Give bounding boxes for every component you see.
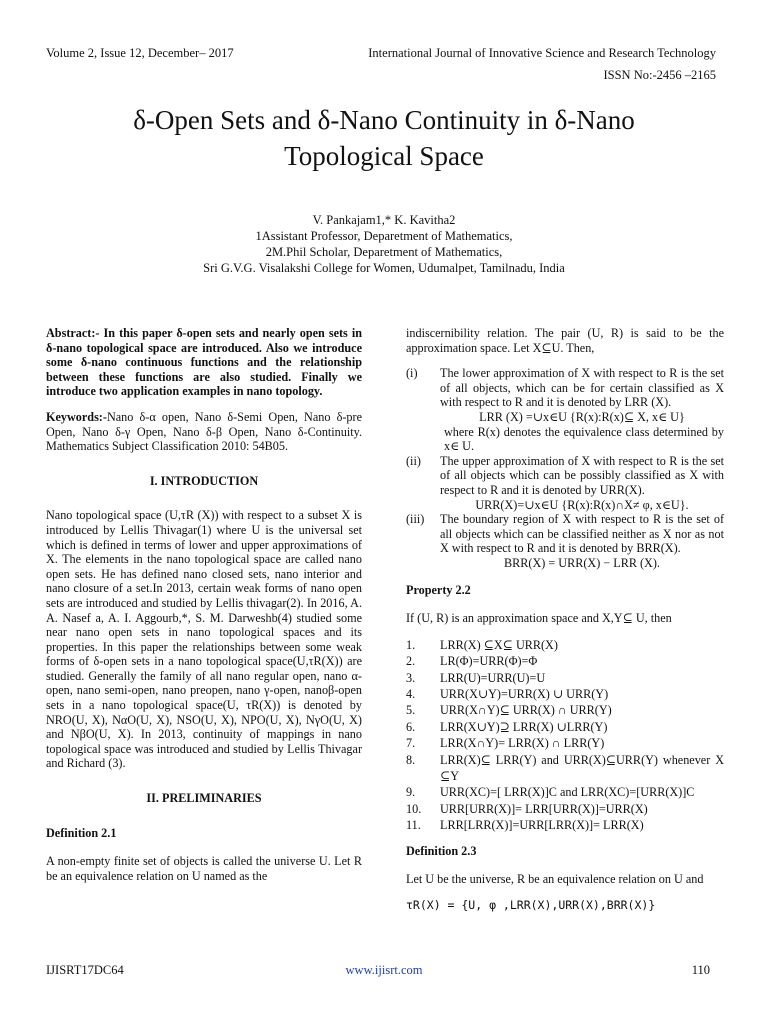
list-item-note: where R(x) denotes the equivalence class determined by x∈ U. [444,424,724,454]
affiliation-2: 2M.Phil Scholar, Deparetment of Mathematics, [265,245,503,259]
header-issn: ISSN No:-2456 –2165 [603,68,716,82]
property-2-2-text: If (U, R) is an approximation space and X,Y⊆ U, then [406,611,672,626]
list-item [406,637,724,653]
list-item-number: 1. [406,637,416,652]
author-names: V. Pankajam1,* K. Kavitha2 [312,213,456,227]
author-block [0,212,768,276]
definition-2-1-text: A non-empty finite set of objects is called the universe U. Let R be an equivalence relation on U named as the [46,854,362,883]
list-item [406,670,724,686]
list-item-number: 2. [406,654,416,669]
footer-website-link[interactable]: www.ijisrt.com [345,963,423,977]
list-item [406,817,724,833]
list-item-body [440,454,724,512]
footer-article-code: IJISRT17DC64 [46,963,124,977]
paper-title [0,102,768,174]
section-introduction-heading: I. INTRODUCTION [149,473,259,488]
list-item-number: 8. [406,752,416,767]
affiliation-3: Sri G.V.G. Visalakshi College for Women, Udumalpet, Tamilnadu, India [203,261,565,275]
definition-2-1-heading: Definition 2.1 [46,825,117,840]
list-item-number: 9. [406,785,416,800]
list-item [406,801,724,817]
list-item-text: LRR[LRR(X)]=URR[LRR(X)]= LRR(X) [440,818,644,833]
list-item-number: (i) [406,366,418,381]
header-volume: Volume 2, Issue 12, December– 2017 [46,46,234,60]
list-item-text: LRR(X∩Y)= LRR(X) ∩ LRR(Y) [440,736,605,751]
list-item-number: 3. [406,670,416,685]
list-item [406,784,724,800]
list-item [406,512,724,570]
affiliation-1: 1Assistant Professor, Deparetment of Mathematics, [255,229,513,243]
list-item-body [440,512,724,570]
definition-2-3-heading: Definition 2.3 [406,843,477,858]
list-item-text: URR(XC)=[ LRR(X)]C and LRR(XC)=[URR(X)]C [440,785,695,800]
formula-lower-approximation: LRR (X) =∪x∈U {R(x):R(x)⊆ X, x∈ U} [479,409,685,424]
title-line-1: δ-Open Sets and δ-Nano Continuity in δ-Nano [133,105,635,135]
list-item-text: URR[URR(X)]= LRR[URR(X)]=URR(X) [440,801,648,816]
keywords-text: Nano δ-α open, Nano δ-Semi Open, Nano δ-pre Open, Nano δ-γ Open, Nano δ-β Open, Nano δ-Continuity. Mathematics Subject Classification 2010: 54B05. [46,409,362,454]
list-item-text: The lower approximation of X with respect to R is the set of all objects, which can be for certain classified as X with respect to R and it is denoted by LRR (X). [440,366,724,410]
list-item-number: 6. [406,719,416,734]
left-column [46,326,362,894]
list-item [406,752,724,785]
right-column [406,326,724,912]
approximation-space-text: indiscernibility relation. The pair (U, R) is said to be the approximation space. Let X⊆U. Then, [406,326,724,355]
list-item-number: 10. [406,801,422,816]
list-item-text: LRR(X) ⊆X⊆ URR(X) [440,637,558,652]
list-item [406,719,724,735]
list-item-text: URR(X∩Y)⊆ URR(X) ∩ URR(Y) [440,703,612,718]
definition-2-3-text: Let U be the universe, R be an equivalence relation on U and [406,872,704,887]
introduction-text: Nano topological space (U,τR (X)) with respect to a subset X is introduced by Lellis Thivagar(1) where U is the universal set which is defined in terms of lower and upper approximations of X. The elements in the nano topological space are called nano open sets. He has defined nano closed sets, nano interior and nano closure of a set.In 2013, certain weak forms of nano open sets are introduced and studied by Lellis thivagar(2). In 2016, A. A. Nasef a, A. I. Aggourb,*, S. M. Darweshb(4) studied some near nano open sets in nano topological spaces and its properties. In this paper the relationships between some weak forms of δ-open sets in a nano topological space(U,τR(X)) are studied. Generally the family of all nano regular open, nano α-open, nano semi-open, nano preopen, nano γ-open, nanoβ-open sets in a nano topological space(U, τR(X)) is denoted by NRO(U, X), NαO(U, X), NSO(U, X), NPO(U, X), NγO(U, X) and NβO(U, X). In 2013, continuity of mappings in nano topological space was introduced and studied by Lellis Thivagar and Richard (3). [46,508,362,771]
formula-boundary-region: BRR(X) = URR(X) − LRR (X). [504,555,660,570]
list-item [406,735,724,751]
list-item-number: (ii) [406,453,421,468]
keywords-label: Keywords:- [46,409,107,424]
list-item-number: 7. [406,736,416,751]
list-item-number: 4. [406,686,416,701]
list-item [406,653,724,669]
header-journal: International Journal of Innovative Science and Research Technology [368,46,716,60]
list-item-number: 5. [406,703,416,718]
list-item-text: LRR(X)⊆ LRR(Y) and URR(X)⊆URR(Y) whenever X ⊆Y [440,752,724,783]
formula-upper-approximation: URR(X)=∪x∈U {R(x):R(x)∩X≠ φ, x∈U}. [475,497,689,512]
keywords [46,410,362,454]
list-item-text: LR(Φ)=URR(Φ)=Φ [440,654,538,669]
list-item-text: LRR(X∪Y)⊇ LRR(X) ∪LRR(Y) [440,719,608,734]
list-item-body [440,366,724,454]
list-item-number: (iii) [406,512,425,527]
property-2-2-heading: Property 2.2 [406,582,471,597]
definition-2-3-formula: τR(X) = {U, φ ,LRR(X),URR(X),BRR(X)} [406,897,656,912]
list-item-text: LRR(U)=URR(U)=U [440,670,546,685]
footer-page-number: 110 [691,963,710,977]
property-list [406,637,724,834]
list-item-text: The upper approximation of X with respect to R is the set of all objects which can be possibly classified as X with respect to R and it is denoted by URR(X). [440,453,724,497]
abstract: Abstract:- In this paper δ-open sets and nearly open sets in δ-nano topological space are introduced. Also we introduce some δ-nano continuous functions and the relationship between these functions are also studied. Finally we introduce two application examples in nano topology. [46,326,362,399]
list-item-number: 11. [406,818,421,833]
list-item [406,454,724,512]
title-line-2: Topological Space [284,141,484,171]
list-item-text: URR(X∪Y)=URR(X) ∪ URR(Y) [440,686,609,701]
list-item [406,366,724,454]
list-item-text: The boundary region of X with respect to R is the set of all objects which can be classified neither as X nor as not X with respect to R and it is denoted by BRR(X). [440,512,724,556]
list-item [406,702,724,718]
list-item [406,686,724,702]
section-preliminaries-heading: II. PRELIMINARIES [146,791,262,806]
